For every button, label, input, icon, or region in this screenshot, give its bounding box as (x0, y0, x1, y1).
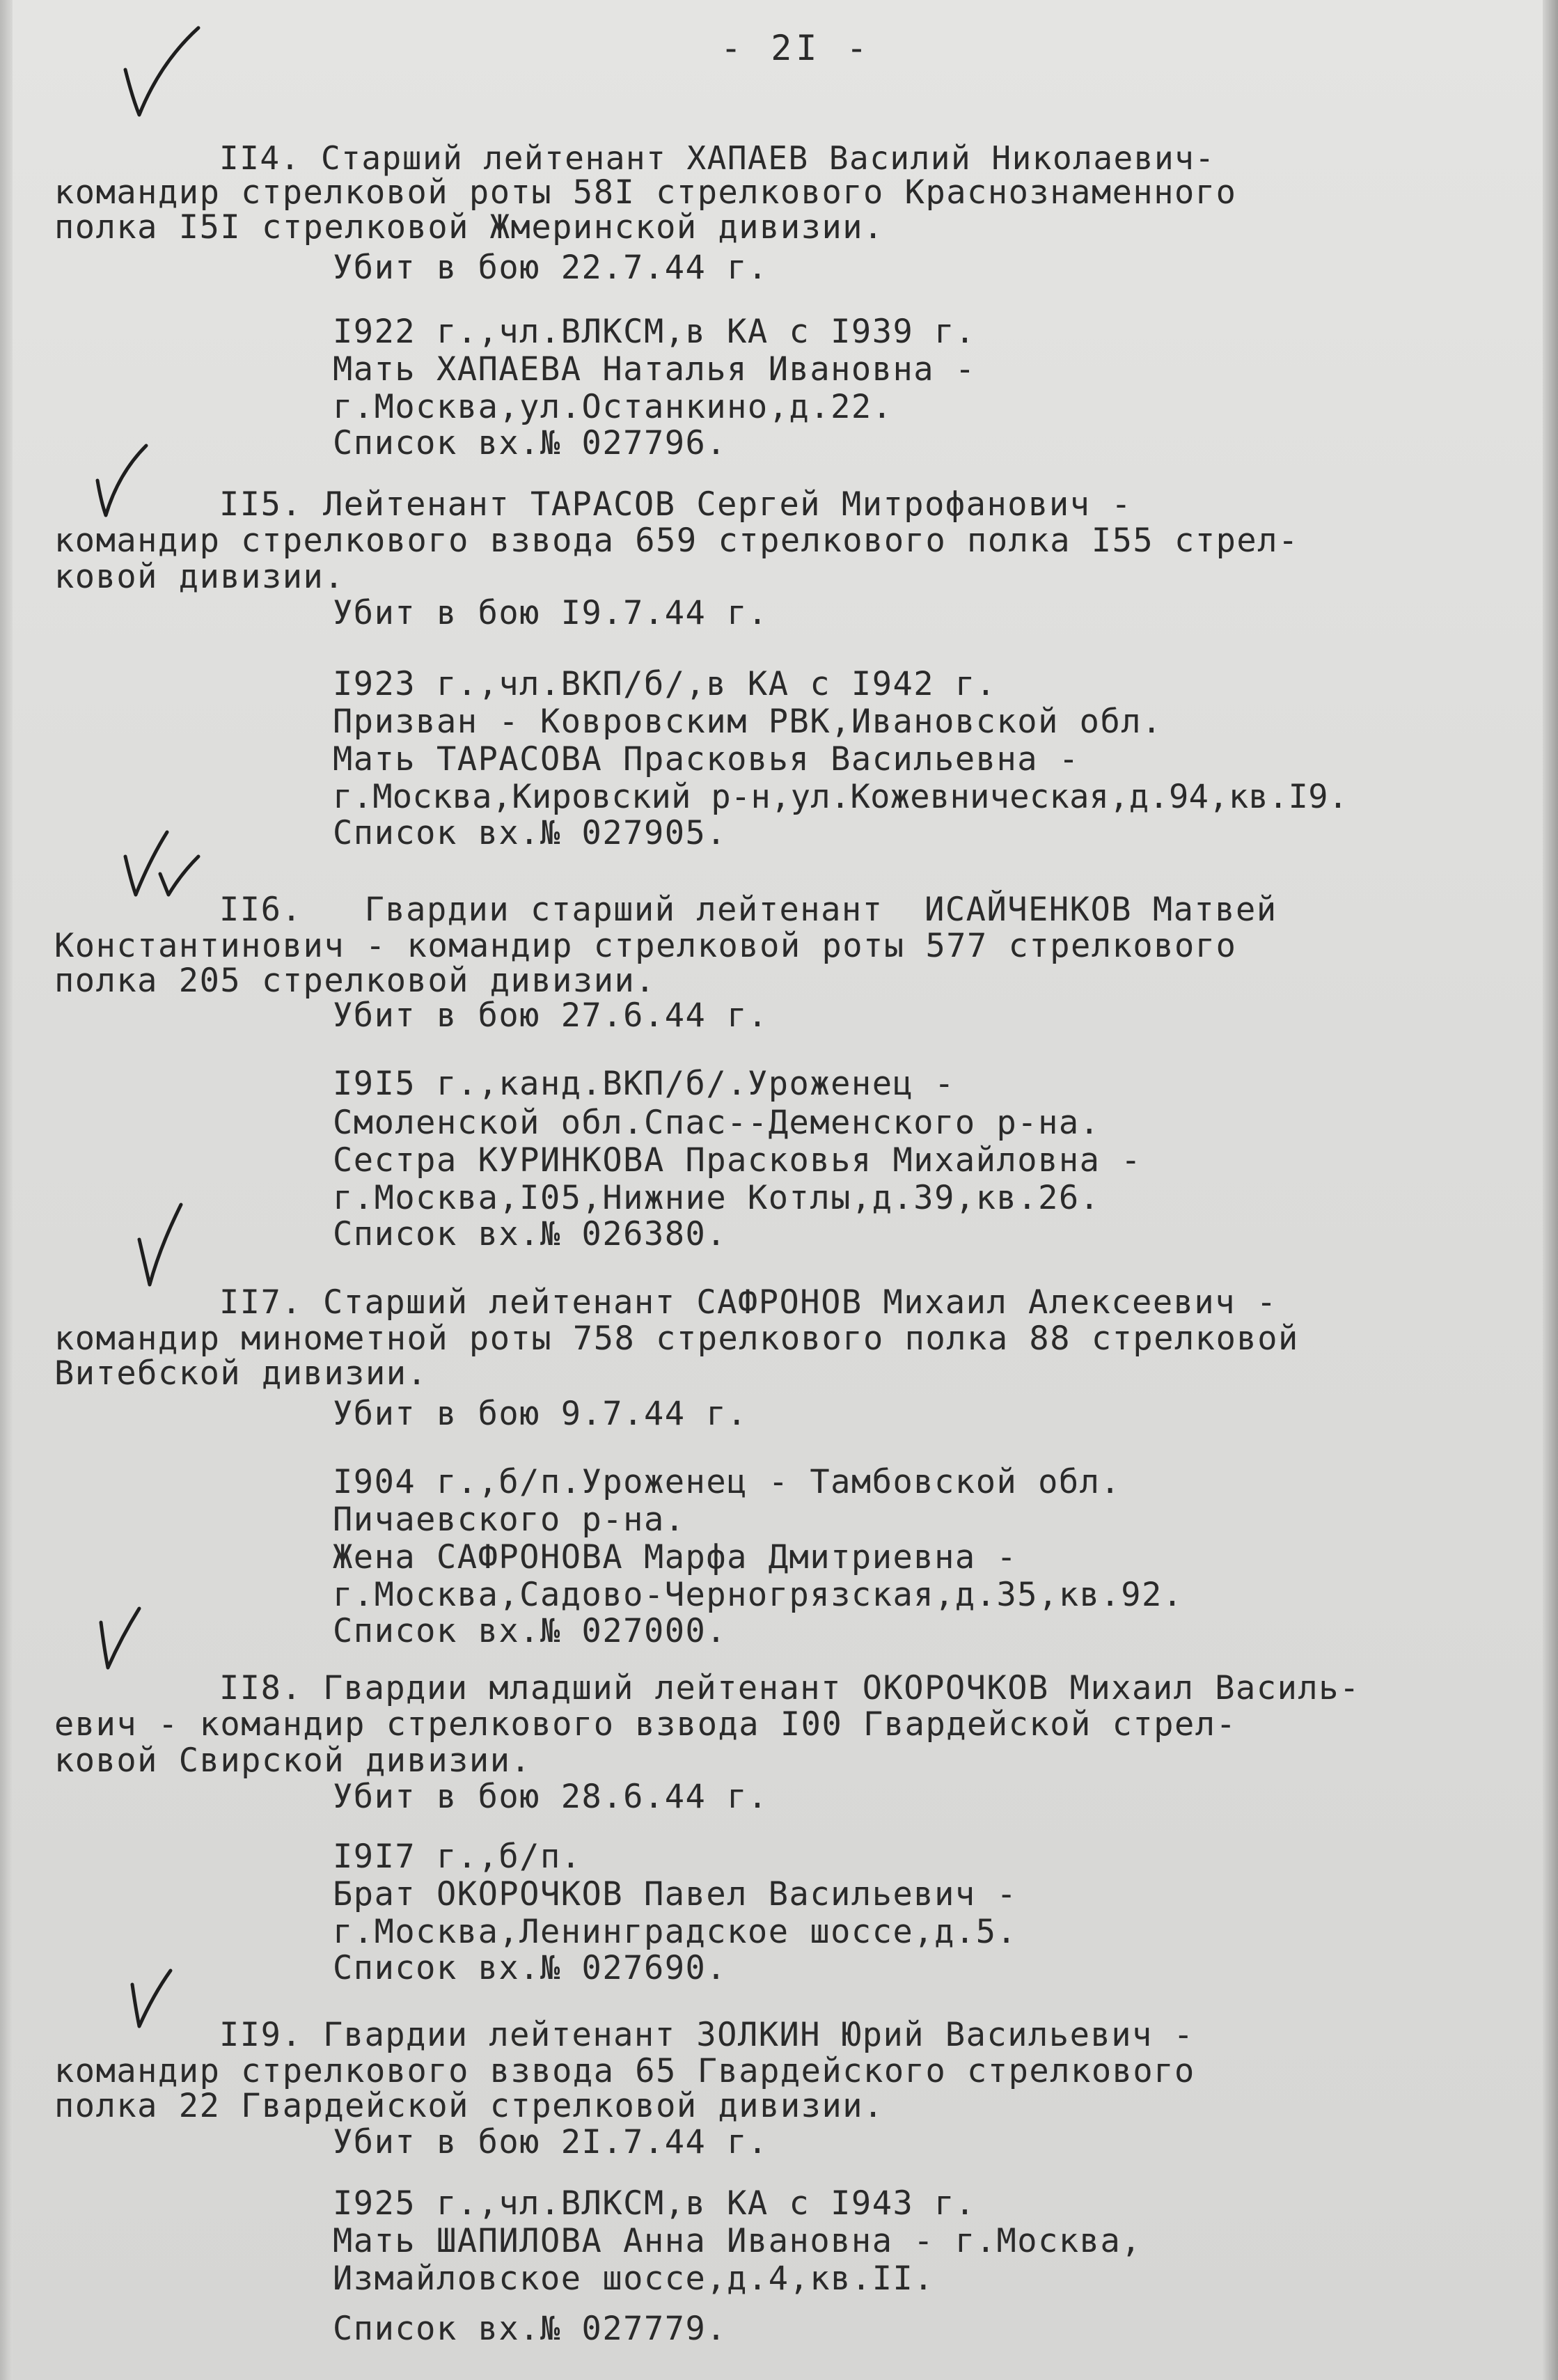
entry-text-line: полка 22 Гвардейской стрелковой дивизии. (54, 2087, 884, 2125)
birth-party-line: I923 г.,чл.ВКП/б/,в КА с I942 г. (333, 665, 997, 703)
relative-line: Жена САФРОНОВА Марфа Дмитриевна - (333, 1538, 1018, 1576)
entry-text-line: евич - командир стрелкового взвода I00 Гвардейской стрел- (54, 1705, 1237, 1744)
entry-text-line: ковой Свирской дивизии. (54, 1741, 532, 1780)
birth-party-line: I922 г.,чл.ВЛКСМ,в КА с I939 г. (333, 313, 976, 351)
birth-party-line: I9I5 г.,канд.ВКП/б/.Уроженец - (333, 1065, 955, 1103)
checkmark-icon (111, 825, 209, 909)
list-number-line: Список вх.№ 027779. (333, 2310, 727, 2348)
birth-party-line: I904 г.,б/п.Уроженец - Тамбовской обл. (333, 1463, 1122, 1501)
entry-heading: II5. Лейтенант ТАРАСОВ Сергей Митрофанович - (219, 485, 1133, 524)
address-line: г.Москва,ул.Останкино,д.22. (333, 388, 893, 426)
entry-heading: II6. Гвардии старший лейтенант ИСАЙЧЕНКОВ Матвей (219, 891, 1277, 929)
entry-text-line: Константинович - командир стрелковой роты 577 стрелкового (54, 927, 1237, 965)
list-number-line: Список вх.№ 026380. (333, 1215, 727, 1253)
list-number-line: Список вх.№ 027000. (333, 1612, 727, 1650)
entry-text-line: командир стрелкового взвода 659 стрелкового полка I55 стрел- (54, 522, 1299, 560)
entry-heading: II9. Гвардии лейтенант ЗОЛКИН Юрий Васильевич - (219, 2016, 1195, 2054)
checkmark-icon (111, 21, 209, 125)
address-line: Измайловское шоссе,д.4,кв.II. (333, 2260, 935, 2298)
address-line: г.Москва,Ленинградское шоссе,д.5. (333, 1913, 1018, 1951)
relative-line: Мать ТАРАСОВА Прасковья Васильевна - (333, 740, 1080, 778)
conscription-line: Призван - Ковровским РВК,Ивановской обл. (333, 703, 1163, 741)
relative-line: Сестра КУРИНКОВА Прасковья Михайловна - (333, 1141, 1142, 1180)
checkmark-icon (84, 1602, 167, 1678)
killed-in-action-date: Убит в бою 27.6.44 г. (333, 996, 769, 1035)
killed-in-action-date: Убит в бою I9.7.44 г. (333, 594, 769, 632)
checkmark-icon (118, 1964, 195, 2040)
relative-line: Брат ОКОРОЧКОВ Павел Васильевич - (333, 1875, 1018, 1913)
entry-text-line: полка I5I стрелковой Жмеринской дивизии. (54, 208, 884, 246)
killed-in-action-date: Убит в бою 2I.7.44 г. (333, 2123, 769, 2161)
killed-in-action-date: Убит в бою 22.7.44 г. (333, 249, 769, 287)
list-number-line: Список вх.№ 027905. (333, 814, 727, 852)
entry-text-line: ковой дивизии. (54, 558, 345, 596)
entry-text-line: командир стрелкового взвода 65 Гвардейского стрелкового (54, 2052, 1195, 2090)
address-line: г.Москва,I05,Нижние Котлы,д.39,кв.26. (333, 1179, 1101, 1217)
relative-line: Мать ШАПИЛОВА Анна Ивановна - г.Москва, (333, 2222, 1142, 2260)
relative-line: Мать ХАПАЕВА Наталья Ивановна - (333, 350, 976, 389)
page-number: - 2I - (721, 28, 872, 68)
entry-heading: II7. Старший лейтенант САФРОНОВ Михаил Алексеевич - (219, 1283, 1277, 1322)
page-right-edge (1543, 0, 1558, 2380)
entry-text-line: Витебской дивизии. (54, 1354, 428, 1393)
entry-heading: II8. Гвардии младший лейтенант ОКОРОЧКОВ Михаил Василь- (219, 1669, 1360, 1707)
page-left-edge (0, 0, 13, 2380)
checkmark-icon (84, 439, 167, 522)
birth-party-line: I925 г.,чл.ВЛКСМ,в КА с I943 г. (333, 2184, 976, 2223)
birth-party-line: I9I7 г.,б/п. (333, 1838, 582, 1876)
list-number-line: Список вх.№ 027796. (333, 424, 727, 462)
list-number-line: Список вх.№ 027690. (333, 1949, 727, 1987)
killed-in-action-date: Убит в бою 28.6.44 г. (333, 1778, 769, 1816)
entry-text-line: полка 205 стрелковой дивизии. (54, 962, 656, 1000)
killed-in-action-date: Убит в бою 9.7.44 г. (333, 1395, 748, 1433)
birthplace-line: Смоленской обл.Спас--Деменского р-на. (333, 1104, 1101, 1142)
entry-heading: II4. Старший лейтенант ХАПАЕВ Василий Николаевич- (219, 139, 1215, 177)
checkmark-icon (125, 1198, 209, 1295)
entry-text-line: командир стрелковой роты 58I стрелкового Краснознаменного (54, 173, 1237, 212)
address-line: г.Москва,Кировский р-н,ул.Кожевническая,д.94,кв.I9. (333, 778, 1348, 816)
address-line: г.Москва,Садово-Черногрязская,д.35,кв.92. (333, 1576, 1183, 1614)
birthplace-line: Пичаевского р-на. (333, 1501, 686, 1539)
entry-text-line: командир минометной роты 758 стрелкового полка 88 стрелковой (54, 1320, 1299, 1358)
